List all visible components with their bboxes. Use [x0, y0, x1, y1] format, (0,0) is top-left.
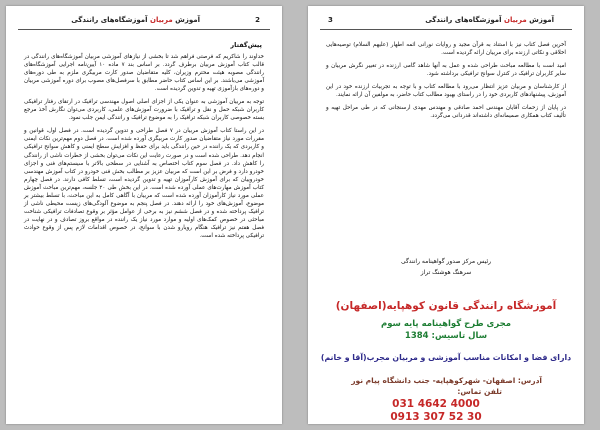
- paragraph: توجه به مربیان آموزشی به عنوان یکی از اجزای اصلی اصول مهندسی ترافیک در ارتقای رفتار ترافیکی کاربران شبکه حمل و نقل و ترافیک با ضرورت آموزش‌های علمی، کاربردی می‌توان نگارش آخذ مرجع بسته خصوصی کاربران شبکه ترافیک را به موضوع ترافیک و رانندگی ایمن جلب نمود.: [24, 99, 264, 122]
- paragraph: در این راستا کتاب آموزش مربیان در ۷ فصل طراحی و تدوین گردیده است. در فصل اول، قوانین و مقررات مورد نیاز متقاضیان صدور کارت مربیگری آورده شده است. در فصل دوم مهم‌ترین نکات ایمنی و کاربردی که یک راننده در حین رانندگی باید برای حفظ و افزایش سطح ایمنی و کاهش سوانح ترافیکی انجام دهد. طراحی شده است و در صورت رعایت این نکات می‌توان بخشی از خطرات ناشی از رانندگی را کاهش داد. در فصل سوم کتاب اختصاص به آشنایی در سطحی بالاتر با سیستم‌های فنی و اجزای خودرو دارد و فرض بر این است که مربیان عزیز بر مطالب بخش فنی خودرو در کتاب آموزش مهندسی خودروییان که برای آموزش کارآموزان تهیه و تدوین گردیده است، تسلط کافی دارند. در فصل چهارم کتاب آموزش مهارت‌های عملی آورده شده است. در این بخش طی ۲۰ جلسه، مهم‌ترین مباحث آموزش عملی مورد نیاز کارآموزان آورده شده است که مربیان با آگاهی کامل به این مباحث، با تسلط بیشتر بر موضوع، آموزش‌های خود را ارائه دهند. در فصل پنجم به موضوع آلودگی‌های زیست محیطی ناشی از ترافیک پرداخته شده و در فصل ششم نیز به برخی از عوامل مؤثر بر وقوع تصادفات ترافیکی شناخت مباحثی در خصوص کمک‌های اولیه و موارد مورد نیاز یک راننده در مواقع بروز تصادف و در نهایت در فصل هفتم نیز ترافیک هنگام رویارو شدن با سوانح، در خصوص اقدامات لازم پس از وقوع حوادث ترافیکی پرداخته شده است.: [24, 128, 265, 239]
- page-header: [18, 15, 270, 30]
- signature-title: رئیس مرکز صدور گواهینامه رانندگی: [400, 258, 492, 265]
- ad-school-name: آموزشگاه رانندگی قانون کوهپایه(اصفهان): [335, 300, 557, 312]
- ad-address: آدرس: اصفهان- شهرکوهپایه- جنب دانشگاه پیام نور: [351, 376, 542, 385]
- signature-block: [308, 256, 584, 278]
- signature-name: سرهنگ هوشنگ تراز: [420, 269, 472, 276]
- header-title: آموزش مربیان آموزشگاه‌های رانندگی: [71, 16, 200, 24]
- page-number: 3: [328, 16, 333, 24]
- page-2: [6, 6, 282, 424]
- paragraph: در پایان از زحمات آقایان مهندس احمد صادقی و مهندس مهدی ارسنجانی که در طی مراحل تهیه و تألیف کتاب همکاری صمیمانه‌ای داشته‌اند قدردانی می‌گردد.: [326, 105, 566, 120]
- section-title: پیش‌گفتار: [230, 41, 262, 49]
- body-text: [24, 53, 264, 245]
- ad-facilities: دارای فضا و امکانات مناسب آموزشی و مربیان مجرب(آقا و خانم): [320, 353, 572, 362]
- page-number: 2: [255, 16, 260, 24]
- body-text: [326, 41, 566, 125]
- paragraph: از کارشناسان و مربیان عزیز انتظار می‌رود با مطالعه کتاب و با توجه به تجربیات ارزنده خود در این آموزش، پیشنهادهای کاربردی خود را در راستای بهبود مطالب کتاب حاضر، به مولفین آن ارائه نمایند.: [326, 84, 566, 99]
- ad-course: مجری طرح گواهینامه پایه سوم: [381, 319, 511, 329]
- paragraph: امید است با مطالعه مباحث طراحی شده و عمل به آنها شاهد گامی ارزنده در تغییر نگرش مربیان و سایر کاربران ترافیک در کنترل سوانح ترافیکی برداشته شود.: [326, 63, 566, 78]
- paragraph: آخرین فصل کتاب نیز با استناد به قرآن مجید و روایات نورانی ائمه اطهار (علیهم السلام) توصیه‌هایی اخلاقی و نکاتی ارزنده برای مربیان ارائه گردیده است.: [326, 42, 566, 57]
- paragraph: خداوند را شاکریم که فرصتی فراهم شد تا بخشی از نیازهای آموزشی مربیان آموزشگاه‌های رانندگی در قالب کتاب آموزش مربیان برطرف گردد. بر اساس بند ۷ ماده ۱۰ آیین‌نامه اجرایی آموزشگاه‌های رانندگی مصوبه هیئت محترم وزیران، کلیه متقاضیان صدور کارت مربیگری ملزم به طی دوره‌های آموزشی می‌باشند. بر این اساس کتاب حاضر مطابق با سرفصل‌های مصوب برای دوره آموزشی مربیان و دوره‌های بازآموزی تهیه و تدوین گردیده است.: [24, 54, 264, 93]
- ad-founded-year: سال تاسیس: 1384: [404, 331, 488, 341]
- page-3: [308, 6, 584, 424]
- ad-phone-label: تلفن تماس:: [457, 387, 502, 396]
- page-header: [320, 15, 572, 30]
- ad-phone-landline: 031 4642 4000: [392, 398, 480, 410]
- header-title: آموزش مربیان آموزشگاه‌های رانندگی: [425, 16, 554, 24]
- ad-phone-mobile: 0913 307 52 30: [390, 411, 482, 423]
